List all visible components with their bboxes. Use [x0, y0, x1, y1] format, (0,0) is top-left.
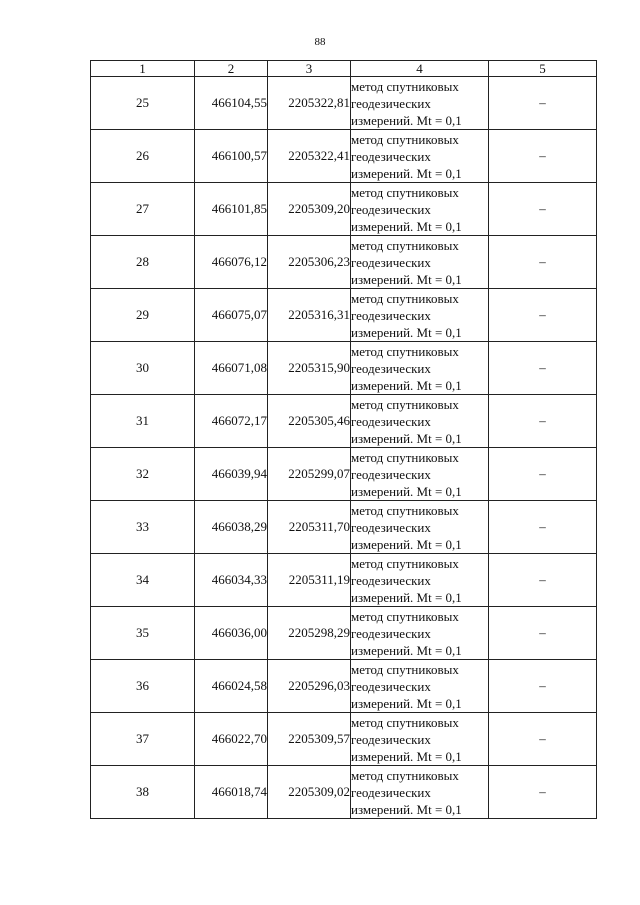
y-coordinate-cell: 2205315,90	[268, 342, 351, 395]
method-line: метод спутниковых	[351, 396, 459, 412]
y-coordinate-cell: 2205309,20	[268, 183, 351, 236]
y-coordinate-cell: 2205299,07	[268, 448, 351, 501]
method-line: геодезических	[351, 148, 431, 164]
method-line: метод спутниковых	[351, 343, 459, 359]
coordinates-table	[90, 60, 597, 819]
x-coordinate-cell: 466036,00	[195, 607, 268, 660]
method-cell	[351, 660, 489, 713]
method-cell	[351, 554, 489, 607]
table-row	[91, 448, 597, 501]
method-line: измерений. Mt = 0,1	[351, 801, 462, 817]
method-line: геодезических	[351, 254, 431, 270]
x-coordinate-cell: 466072,17	[195, 395, 268, 448]
note-cell: –	[489, 554, 597, 607]
table-row	[91, 395, 597, 448]
point-number-cell: 26	[91, 130, 195, 183]
method-line: измерений. Mt = 0,1	[351, 377, 462, 393]
method-line: геодезических	[351, 784, 431, 800]
method-line: геодезических	[351, 201, 431, 217]
method-line: геодезических	[351, 413, 431, 429]
method-line: метод спутниковых	[351, 661, 459, 677]
method-line: измерений. Mt = 0,1	[351, 589, 462, 605]
note-cell: –	[489, 607, 597, 660]
y-coordinate-cell: 2205296,03	[268, 660, 351, 713]
table-row	[91, 289, 597, 342]
page-number: 88	[314, 36, 326, 48]
x-coordinate-cell: 466104,55	[195, 77, 268, 130]
point-number-cell: 36	[91, 660, 195, 713]
method-cell	[351, 130, 489, 183]
table-row	[91, 766, 597, 819]
table-row	[91, 342, 597, 395]
method-cell	[351, 713, 489, 766]
point-number-cell: 25	[91, 77, 195, 130]
method-line: измерений. Mt = 0,1	[351, 642, 462, 658]
method-line: измерений. Mt = 0,1	[351, 112, 462, 128]
x-coordinate-cell: 466018,74	[195, 766, 268, 819]
note-cell: –	[489, 236, 597, 289]
table-row	[91, 130, 597, 183]
method-line: метод спутниковых	[351, 237, 459, 253]
method-line: измерений. Mt = 0,1	[351, 430, 462, 446]
note-cell: –	[489, 713, 597, 766]
method-line: измерений. Mt = 0,1	[351, 165, 462, 181]
method-line: измерений. Mt = 0,1	[351, 271, 462, 287]
x-coordinate-cell: 466024,58	[195, 660, 268, 713]
note-cell: –	[489, 448, 597, 501]
header-col-2: 2	[195, 61, 268, 77]
point-number-cell: 35	[91, 607, 195, 660]
method-line: геодезических	[351, 360, 431, 376]
note-cell: –	[489, 766, 597, 819]
method-cell	[351, 342, 489, 395]
x-coordinate-cell: 466038,29	[195, 501, 268, 554]
method-line: геодезических	[351, 731, 431, 747]
method-line: измерений. Mt = 0,1	[351, 218, 462, 234]
x-coordinate-cell: 466071,08	[195, 342, 268, 395]
method-line: метод спутниковых	[351, 714, 459, 730]
method-line: измерений. Mt = 0,1	[351, 695, 462, 711]
x-coordinate-cell: 466076,12	[195, 236, 268, 289]
note-cell: –	[489, 130, 597, 183]
method-line: метод спутниковых	[351, 767, 459, 783]
table-row	[91, 713, 597, 766]
table-row	[91, 236, 597, 289]
table-row	[91, 554, 597, 607]
method-line: метод спутниковых	[351, 78, 459, 94]
y-coordinate-cell: 2205309,57	[268, 713, 351, 766]
y-coordinate-cell: 2205309,02	[268, 766, 351, 819]
x-coordinate-cell: 466075,07	[195, 289, 268, 342]
point-number-cell: 33	[91, 501, 195, 554]
header-col-1: 1	[91, 61, 195, 77]
method-line: геодезических	[351, 572, 431, 588]
y-coordinate-cell: 2205298,29	[268, 607, 351, 660]
x-coordinate-cell: 466100,57	[195, 130, 268, 183]
method-line: геодезических	[351, 625, 431, 641]
point-number-cell: 30	[91, 342, 195, 395]
header-col-3: 3	[268, 61, 351, 77]
method-line: метод спутниковых	[351, 290, 459, 306]
y-coordinate-cell: 2205306,23	[268, 236, 351, 289]
method-line: геодезических	[351, 307, 431, 323]
y-coordinate-cell: 2205305,46	[268, 395, 351, 448]
x-coordinate-cell: 466022,70	[195, 713, 268, 766]
method-line: геодезических	[351, 95, 431, 111]
method-cell	[351, 236, 489, 289]
note-cell: –	[489, 660, 597, 713]
method-line: метод спутниковых	[351, 449, 459, 465]
method-cell	[351, 766, 489, 819]
x-coordinate-cell: 466039,94	[195, 448, 268, 501]
point-number-cell: 29	[91, 289, 195, 342]
point-number-cell: 32	[91, 448, 195, 501]
method-cell	[351, 501, 489, 554]
method-cell	[351, 289, 489, 342]
y-coordinate-cell: 2205311,19	[268, 554, 351, 607]
table-header-row	[91, 61, 597, 77]
note-cell: –	[489, 183, 597, 236]
method-line: измерений. Mt = 0,1	[351, 536, 462, 552]
point-number-cell: 31	[91, 395, 195, 448]
table-row	[91, 501, 597, 554]
method-line: геодезических	[351, 519, 431, 535]
note-cell: –	[489, 77, 597, 130]
method-cell	[351, 77, 489, 130]
note-cell: –	[489, 395, 597, 448]
method-line: измерений. Mt = 0,1	[351, 748, 462, 764]
method-cell	[351, 607, 489, 660]
point-number-cell: 38	[91, 766, 195, 819]
method-line: измерений. Mt = 0,1	[351, 324, 462, 340]
header-col-5: 5	[489, 61, 597, 77]
x-coordinate-cell: 466101,85	[195, 183, 268, 236]
header-col-4: 4	[351, 61, 489, 77]
y-coordinate-cell: 2205311,70	[268, 501, 351, 554]
method-cell	[351, 395, 489, 448]
method-line: метод спутниковых	[351, 184, 459, 200]
table-row	[91, 77, 597, 130]
method-line: геодезических	[351, 466, 431, 482]
note-cell: –	[489, 289, 597, 342]
y-coordinate-cell: 2205322,41	[268, 130, 351, 183]
table-row	[91, 183, 597, 236]
table-row	[91, 660, 597, 713]
method-line: метод спутниковых	[351, 608, 459, 624]
table-body	[91, 77, 597, 819]
x-coordinate-cell: 466034,33	[195, 554, 268, 607]
point-number-cell: 28	[91, 236, 195, 289]
point-number-cell: 37	[91, 713, 195, 766]
note-cell: –	[489, 501, 597, 554]
method-line: измерений. Mt = 0,1	[351, 483, 462, 499]
method-line: метод спутниковых	[351, 502, 459, 518]
table-row	[91, 607, 597, 660]
method-cell	[351, 183, 489, 236]
y-coordinate-cell: 2205316,31	[268, 289, 351, 342]
note-cell: –	[489, 342, 597, 395]
method-line: геодезических	[351, 678, 431, 694]
y-coordinate-cell: 2205322,81	[268, 77, 351, 130]
point-number-cell: 34	[91, 554, 195, 607]
point-number-cell: 27	[91, 183, 195, 236]
method-line: метод спутниковых	[351, 131, 459, 147]
method-line: метод спутниковых	[351, 555, 459, 571]
method-cell	[351, 448, 489, 501]
